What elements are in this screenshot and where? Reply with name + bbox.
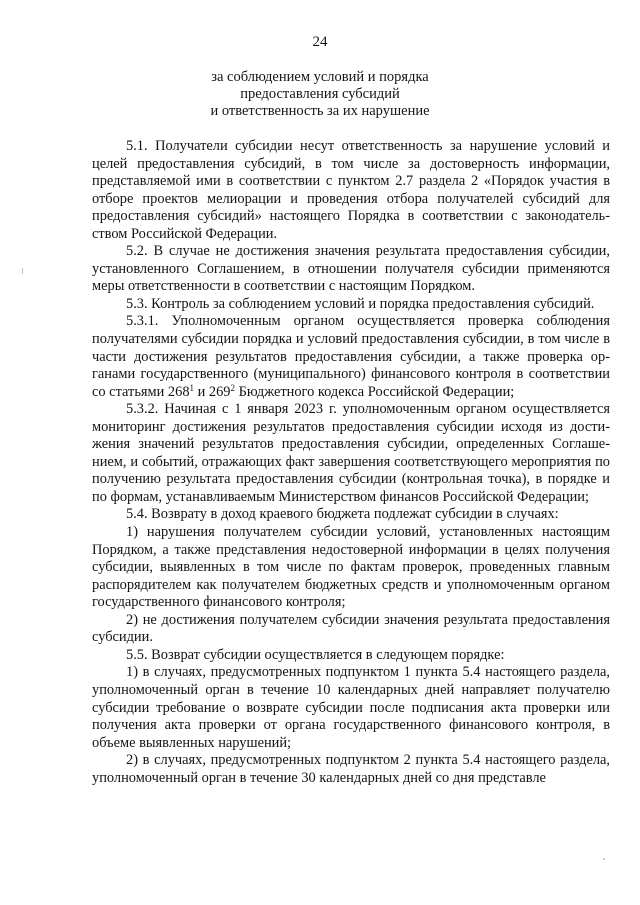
paragraph-5-4: 5.4. Возврату в доход краевого бюджета подлежат субсидии в случаях: bbox=[126, 506, 559, 523]
section-heading-line-1: за соблюдением условий и порядка bbox=[211, 69, 429, 85]
paragraph-5-1: 5.1. Получатели субсидии несут ответственность за нарушение условий и целей предоставления субсидий, в том числе за достоверность информации, представляемой ими в соответствии с пунктом 2.7 раздела 2 «Порядок участия в отборе проектов мелиорации и проведения отбора получателей субсидий для предоставления субсидий» настоящего Порядка в соответствии с законодательством Российской Федерации. bbox=[92, 138, 610, 242]
paragraph-5-3-1 bbox=[92, 313, 610, 401]
paragraph-5-2: 5.2. В случае не достижения значения результата предоставления субсидии, установленного Соглашением, в отношении получателя субсидии применяются меры ответственности в соответствии с настоящим Порядком. bbox=[92, 243, 610, 295]
scan-margin-mark bbox=[22, 268, 23, 274]
paragraph-5-3-2: 5.3.2. Начиная с 1 января 2023 г. уполномоченным органом осуществляется мониторинг достижения результатов предоставления субсидии исходя из достижения значений результатов предоставления субсидии, определенных Соглашением, и событий, отражающих факт завершения соответствующего мероприятия по получению результата предоставления субсидии (контрольная точка), в порядке и по формам, устанавливаемым Министерством финансов Российской Федерации; bbox=[92, 401, 610, 505]
document-body bbox=[92, 138, 610, 787]
section-heading-line-3: и ответственность за их нарушение bbox=[210, 103, 430, 119]
page-number: 24 bbox=[312, 34, 328, 50]
section-heading bbox=[0, 69, 640, 120]
section-heading-line-2: предоставления субсидий bbox=[240, 86, 400, 102]
scan-speck bbox=[603, 858, 605, 860]
paragraph-5-4-item-2: 2) не достижения получателем субсидии значения результата предоставления субсидии. bbox=[92, 611, 610, 646]
paragraph-5-3-1-connector: и 269 bbox=[194, 383, 231, 400]
paragraph-5-5: 5.5. Возврат субсидии осуществляется в следующем порядке: bbox=[126, 646, 505, 663]
paragraph-5-5-item-2: 2) в случаях, предусмотренных подпунктом 2 пункта 5.4 настоящего раздела, уполномоченный орган в течение 30 календарных дней со дня представле bbox=[92, 752, 610, 786]
paragraph-5-5-item-1: 1) в случаях, предусмотренных подпунктом 1 пункта 5.4 настоящего раздела, уполномоченный орган в течение 10 календарных дней направляет получателю субсидии требование о возврате субсидии после подписания акта проверки или получения акта проверки от органа государственного финансового контроля, в объеме выявленных нарушений; bbox=[92, 664, 610, 751]
superscript-2: 2 bbox=[230, 382, 235, 393]
superscript-1: 1 bbox=[189, 382, 195, 393]
paragraph-5-3: 5.3. Контроль за соблюдением условий и порядка предоставления субсидий. bbox=[126, 295, 595, 312]
paragraph-5-3-1-text: 5.3.1. Уполномоченным органом осуществляется проверка соблюдения получателями субсидии порядка и условий предоставления субсидии, в том числе в части достижения результатов предоставления субсидии, а также проверка органами государственного (муниципального) финансового контроля в соответствии со статьями 268 bbox=[92, 313, 610, 400]
paragraph-5-4-item-1: 1) нарушения получателем субсидии условий, установленных настоящим Порядком, а также представления недостоверной информации в целях получения субсидии, выявленных в том числе по фактам проверок, проведенных главным распорядителем как получателем бюджетных средств и уполномоченным органом государственного финансового контроля; bbox=[92, 524, 610, 611]
paragraph-5-3-1-ending: Бюджетного кодекса Российской Федерации; bbox=[235, 383, 515, 400]
